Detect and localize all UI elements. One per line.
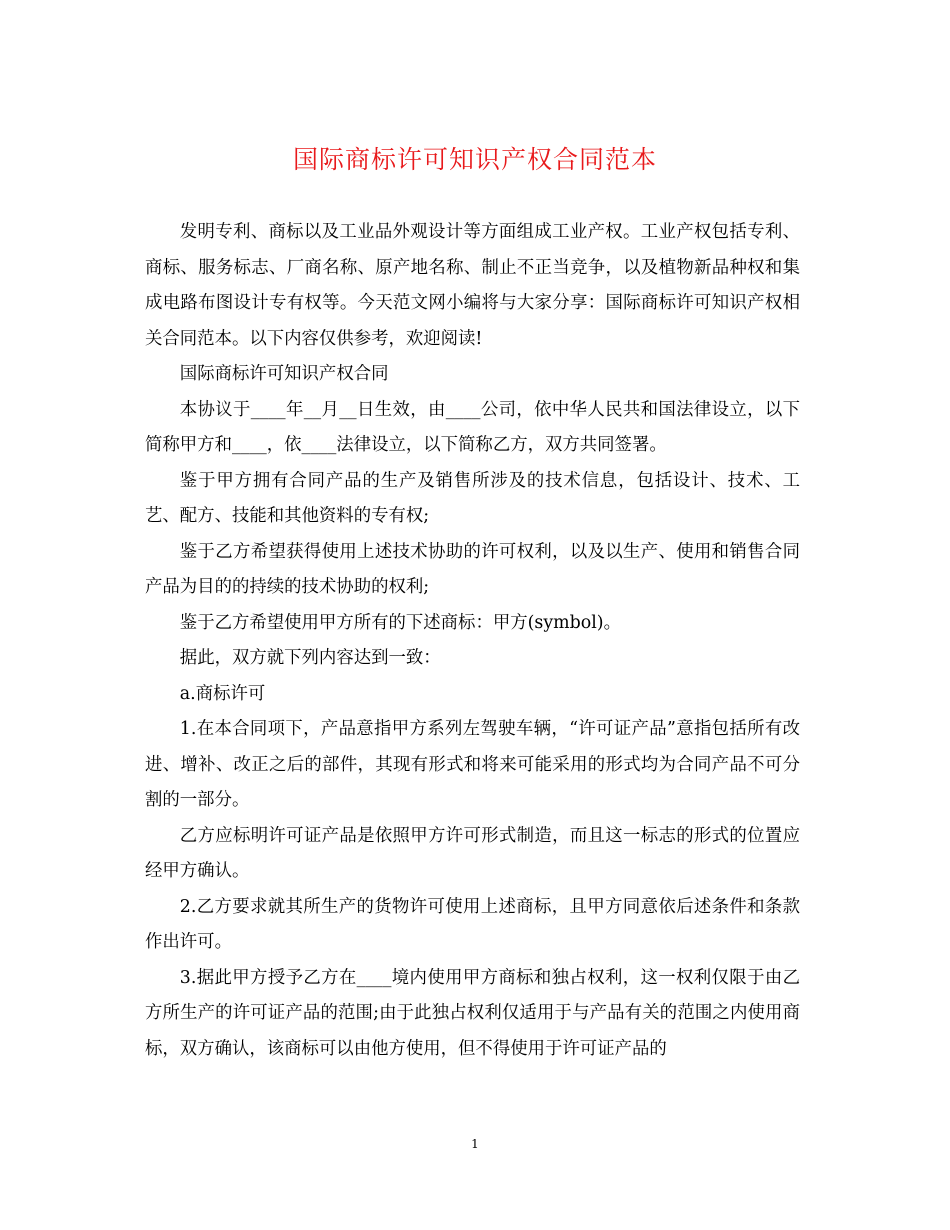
document-title: 国际商标许可知识产权合同范本: [292, 145, 657, 174]
section-heading-trademark-license: a.商标许可: [179, 683, 266, 704]
document-body: [145, 215, 800, 1067]
paragraph-intro: 发明专利、商标以及工业品外观设计等方面组成工业产权。工业产权包括专利、商标、服务标志、厂商名称、原产地名称、制止不正当竞争，以及植物新品种权和集成电路布图设计专有权等。今天范文网小编将与大家分享：国际商标许可知识产权相关合同范本。以下内容仅供参考，欢迎阅读!: [145, 222, 800, 349]
clause-1-marking: 乙方应标明许可证产品是依照甲方许可形式制造，而且这一标志的形式的位置应经甲方确认。: [145, 825, 800, 881]
clause-1: 1.在本合同项下，产品意指甲方系列左驾驶车辆，“许可证产品”意指包括所有改进、增补、改正之后的部件，其现有形式和将来可能采用的形式均为合同产品不可分割的一部分。: [145, 719, 800, 810]
paragraph-contract-heading: 国际商标许可知识产权合同: [179, 364, 389, 384]
page-number: 1: [471, 1137, 479, 1151]
paragraph-recital-technology: 鉴于甲方拥有合同产品的生产及销售所涉及的技术信息，包括设计、技术、工艺、配方、技能和其他资料的专有权;: [145, 470, 800, 526]
paragraph-parties: 本协议于____年__月__日生效，由____公司，依中华人民共和国法律设立，以下简称甲方和____，依____法律设立，以下简称乙方，双方共同签署。: [145, 399, 800, 455]
clause-3: 3.据此甲方授予乙方在____境内使用甲方商标和独占权利，这一权利仅限于由乙方所生产的许可证产品的范围;由于此独占权利仅适用于与产品有关的范围之内使用商标，双方确认，该商标可以由他方使用，但不得使用于许可证产品的: [145, 967, 800, 1059]
paragraph-agreement: 据此，双方就下列内容达到一致：: [179, 648, 441, 668]
paragraph-recital-assistance: 鉴于乙方希望获得使用上述技术协助的许可权利，以及以生产、使用和销售合同产品为目的的持续的技术协助的权利;: [145, 541, 800, 597]
paragraph-recital-trademark: 鉴于乙方希望使用甲方所有的下述商标：甲方(symbol)。: [179, 612, 621, 633]
clause-2: 2.乙方要求就其所生产的货物许可使用上述商标，且甲方同意依后述条件和条款作出许可。: [145, 896, 800, 952]
